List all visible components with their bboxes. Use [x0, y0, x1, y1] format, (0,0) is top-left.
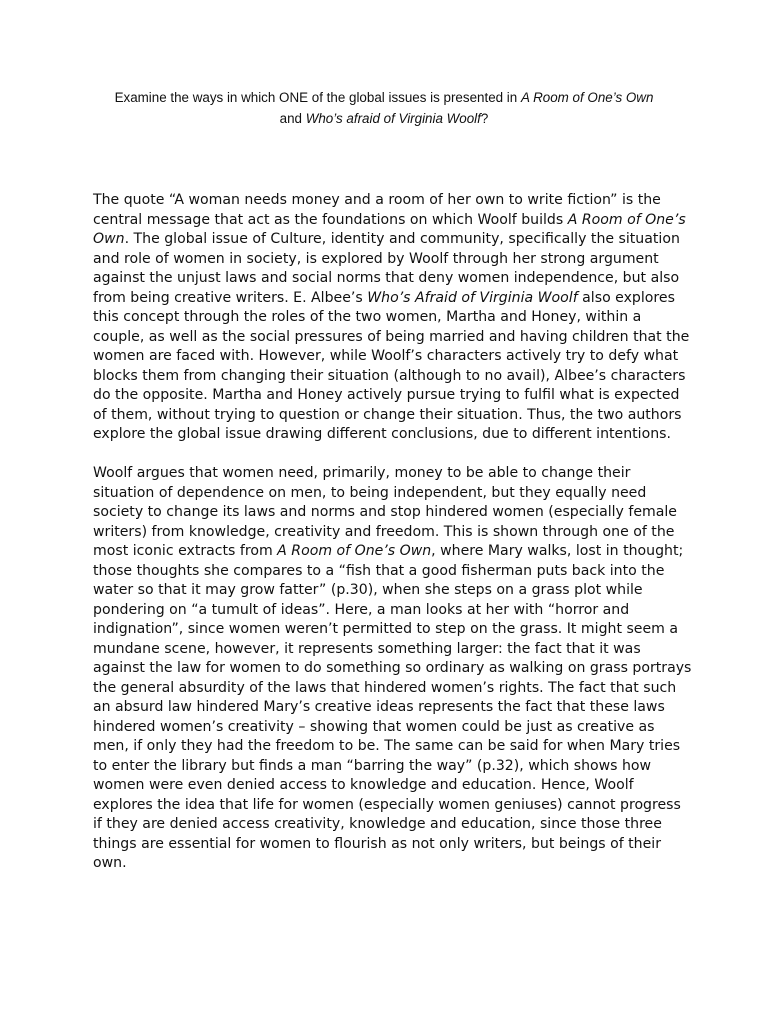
paragraph-1-segment: also explores this concept through the roles of the two women, Martha and Honey, within a couple, as well as the social pressures of being married and having children that the women are faced with. However, while Woolf’s characters actively try to defy what blocks them from changing their situation (although to no avail), Albee’s characters do the opposite. Martha and Honey actively pursue trying to fulfil what is expected of them, without trying to question or change their situation. Thus, the two authors explore the global issue drawing different conclusions, due to different intentions.: [93, 289, 690, 442]
paragraph-1-segment-italic: Who’s Afraid of Virginia Woolf: [367, 289, 578, 306]
paragraph-2-segment: , where Mary walks, lost in thought; those thoughts she compares to a “fish that a good fisherman puts back into the water so that it may grow fatter” (p.30), when she steps on a grass plot while pondering on “a tumult of ideas”. Here, a man looks at her with “horror and indignation”, since women weren’t permitted to step on the grass. It might seem a mundane scene, however, it represents something larger: the fact that it was against the law for women to do something so ordinary as walking on grass portrays the general absurdity of the laws that hindered women’s rights. The fact that such an absurd law hindered Mary’s creative ideas represents the fact that these laws hindered women’s creativity – showing that women could be just as creative as men, if only they had the freedom to be. The same can be said for when Mary tries to enter the library but finds a man “barring the way” (p.32), which shows how women were even denied access to knowledge and education. Hence, Woolf explores the idea that life for women (especially women geniuses) cannot progress if they are denied access creativity, knowledge and education, since those three things are essential for women to flourish as not only writers, but beings of their own.: [93, 543, 692, 871]
title-line-2-text: and: [279, 111, 306, 126]
title-line-1: [60, 87, 708, 108]
paragraph-1: [93, 191, 693, 445]
paragraph-1-segment: The quote “A woman needs money and a room of her own to write fiction” is the central message that act as the foundations on which Woolf builds: [93, 192, 661, 228]
paragraph-2-segment-italic: A Room of One’s Own: [277, 543, 432, 559]
paragraph-1-segment-italic: A Room of One’s Own: [93, 211, 686, 247]
title-line-2-italic: Who’s afraid of Virginia Woolf: [305, 111, 481, 126]
paragraph-2: [93, 464, 693, 874]
essay-question-title: [60, 87, 708, 129]
title-line-2: [60, 108, 708, 129]
title-line-1-italic: A Room of One’s Own: [520, 90, 654, 105]
paragraph-1-segment: . The global issue of Culture, identity and community, specifically the situation and role of women in society, is explored by Woolf through her strong argument against the unjust laws and social norms that deny women independence, but also from being creative writers. E. Albee’s: [93, 231, 680, 306]
title-line-1-text: Examine the ways in which ONE of the global issues is presented in: [114, 90, 521, 105]
essay-body: [93, 191, 693, 874]
title-line-2-suffix: ?: [480, 111, 489, 126]
paragraph-2-segment: Woolf argues that women need, primarily, money to be able to change their situation of dependence on men, to being independent, but they equally need society to change its laws and norms and stop hindered women (especially female writers) from knowledge, creativity and freedom. This is shown through one of the most iconic extracts from: [93, 465, 677, 559]
